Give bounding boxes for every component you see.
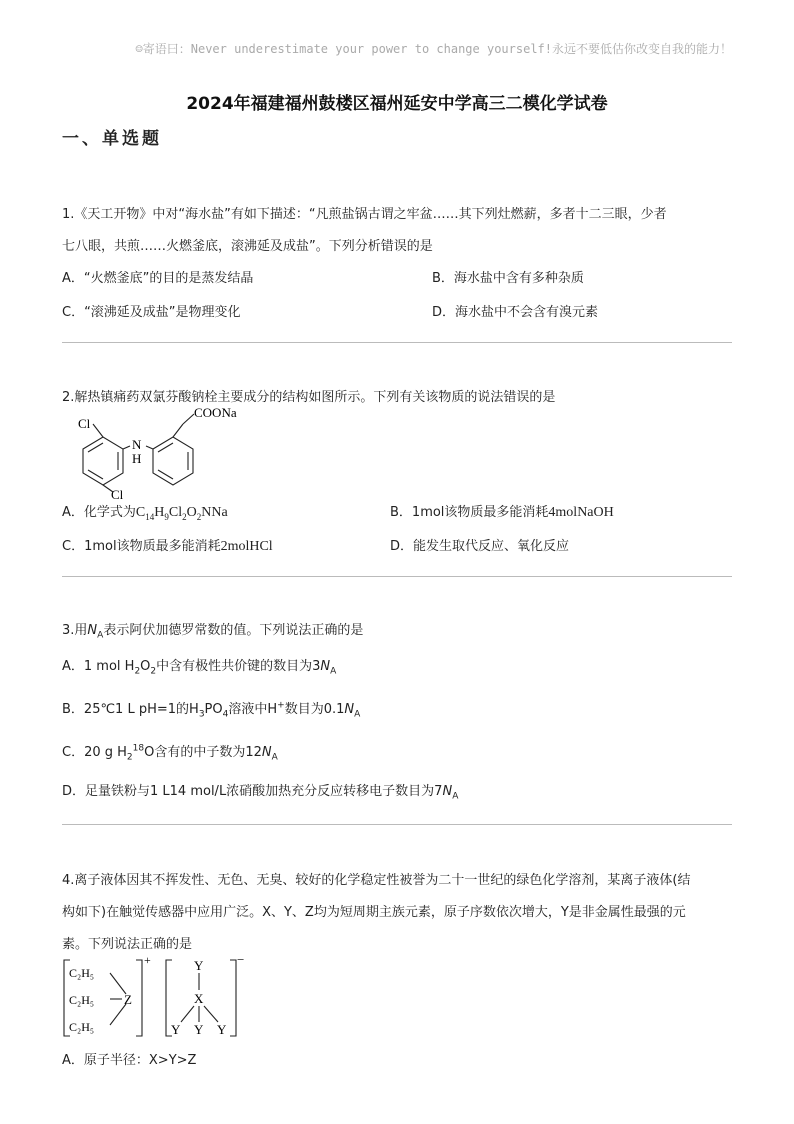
q2-option-c: C．1mol该物质最多能消耗2molHCl	[62, 539, 273, 554]
header-motto: ☺寄语曰：Never underestimate your power to change yourself!永远不要低估你改变自我的能力！	[135, 42, 732, 56]
q1-stem-line2: 七八眼，共煎……火燃釜底，滚沸延及成盐”。下列分析错误的是	[62, 239, 433, 254]
atom-y: Y	[171, 1022, 181, 1037]
q3-option-b: B．25℃1 L pH=1的$H_3PO_4$溶液中H+数目为$0.1N_A$	[62, 700, 361, 720]
divider	[62, 824, 732, 825]
atom-x: X	[194, 991, 204, 1006]
atom-z: Z	[124, 992, 132, 1007]
q1-option-c: C．“滚沸延及成盐”是物理变化	[62, 305, 241, 320]
atom-n: N	[132, 437, 142, 452]
q1-stem-line1: 1.《天工开物》中对“海水盐”有如下描述：“凡煎盐锅古谓之牢盆……其下列灶燃薪，多者十二三眼，少者	[62, 207, 667, 222]
divider	[62, 576, 732, 577]
q4-stem-line3: 素。下列说法正确的是	[62, 937, 193, 952]
q2-option-b: B．1mol该物质最多能消耗4molNaOH	[390, 505, 614, 520]
q1-option-b: B．海水盐中含有多种杂质	[432, 271, 584, 286]
charge-plus: +	[144, 953, 151, 967]
q4-structure-diagram	[60, 952, 260, 1044]
benzene-ring-left	[83, 437, 123, 485]
q4-stem-line2: 构如下)在触觉传感器中应用广泛。X、Y、Z均为短周期主族元素，原子序数依次增大，Y是非金属性最强的元	[62, 905, 686, 920]
q4-option-a: A．原子半径：X>Y>Z	[62, 1053, 197, 1068]
atom-y: Y	[194, 958, 204, 973]
page-title: 2024年福建福州鼓楼区福州延安中学高三二模化学试卷	[186, 94, 608, 114]
atom-cl-bottom: Cl	[111, 487, 124, 500]
atom-h: H	[132, 451, 142, 466]
q2-option-a: A．化学式为$C_{14}H_9Cl_2O_2NNa$	[62, 505, 228, 522]
atom-cl-top: Cl	[78, 416, 91, 431]
q1-option-a: A．“火燃釜底”的目的是蒸发结晶	[62, 271, 254, 286]
section-heading: 一、单选题	[62, 129, 162, 149]
q2-structure-diagram	[58, 404, 248, 500]
atom-y: Y	[194, 1022, 204, 1037]
q3-option-c: C．20 g $H_2^{18}O$含有的中子数为$12N_A$	[62, 743, 278, 763]
q1-option-d: D．海水盐中不会含有溴元素	[432, 305, 599, 320]
group-coona: COONa	[194, 405, 237, 420]
q3-option-d: D．足量铁粉与1 L14 mol/L浓硝酸加热充分反应转移电子数目为$7N_A$	[62, 784, 459, 802]
q2-option-d: D．能发生取代反应、氧化反应	[390, 539, 570, 554]
ethyl-group: C₂H₅	[69, 1020, 95, 1034]
benzene-ring-right	[153, 437, 193, 485]
ethyl-group: C₂H₅	[69, 993, 95, 1007]
q3-option-a: A．1 mol $H_2O_2$中含有极性共价键的数目为$3N_A$	[62, 659, 337, 677]
q2-stem: 2.解热镇痛药双氯芬酸钠栓主要成分的结构如图所示。下列有关该物质的说法错误的是	[62, 390, 556, 405]
q4-stem-line1: 4.离子液体因其不挥发性、无色、无臭、较好的化学稳定性被誉为二十一世纪的绿色化学溶剂，某离子液体(结	[62, 873, 691, 888]
q3-stem: 3.用$N_A$表示阿伏加德罗常数的值。下列说法正确的是	[62, 623, 364, 641]
ethyl-group: C₂H₅	[69, 966, 95, 980]
divider	[62, 342, 732, 343]
charge-minus: −	[237, 952, 245, 967]
atom-y: Y	[217, 1022, 227, 1037]
